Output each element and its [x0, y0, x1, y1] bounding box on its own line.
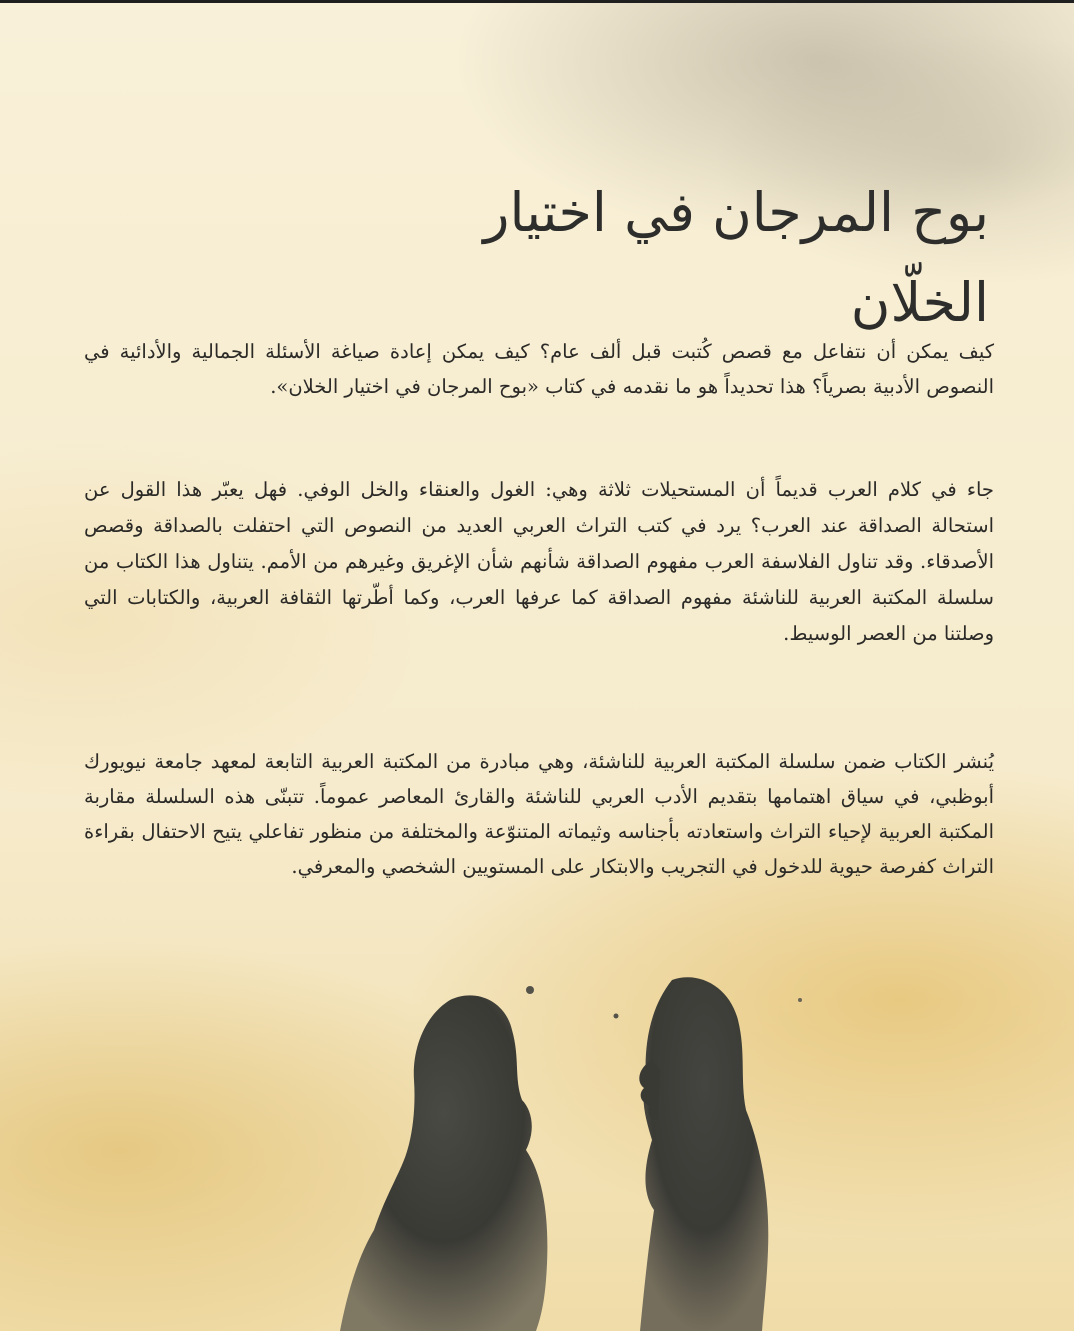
ink-dot	[526, 986, 534, 994]
intro-paragraph: كيف يمكن أن نتفاعل مع قصص كُتبت قبل ألف عام؟ كيف يمكن إعادة صياغة الأسئلة الجمالية والأدائية في النصوص الأدبية بصرياً؟ هذا تحديداً هو ما نقدمه في كتاب «بوح المرجان في اختيار الخلان».	[84, 340, 994, 398]
two-figures-illustration	[300, 960, 860, 1331]
friendship-paragraph: جاء في كلام العرب قديماً أن المستحيلات ثلاثة وهي: الغول والعنقاء والخل الوفي. فهل يعبّر هذا القول عن استحالة الصداقة عند العرب؟ يرد في كتب التراث العربي العديد من النصوص التي احتفلت بالصداقة وقصص الأصدقاء. وقد تناول الفلاسفة العرب مفهوم الصداقة شأنهم شأن الإغريق وغيرهم من الأمم. يتناول هذا الكتاب من سلسلة المكتبة العربية للناشئة مفهوم الصداقة كما عرفها العرب، وكما أطّرتها الثقافة العربية، والكتابات التي وصلتنا من العصر الوسيط.	[84, 478, 994, 645]
left-figure	[340, 995, 547, 1331]
ink-dot	[614, 1014, 619, 1019]
series-paragraph: يُنشر الكتاب ضمن سلسلة المكتبة العربية للناشئة، وهي مبادرة من المكتبة العربية التابعة لمعهد جامعة نيويورك أبوظبي، في سياق اهتمامها بتقديم الأدب العربي للناشئة والقارئ المعاصر عموماً. تتبنّى هذه السلسلة مقاربة المكتبة العربية لإحياء التراث واستعادته بأجناسه وثيماته المتنوّعة والمختلفة من منظور تفاعلي يتيح الاحتفال بقراءة التراث كفرصة حيوية للدخول في التجريب والابتكار على المستويين الشخصي والمعرفي.	[84, 750, 994, 878]
book-title: بوح المرجان في اختيار الخلّان	[483, 181, 989, 334]
right-figure-face	[639, 1060, 660, 1120]
right-figure	[640, 977, 768, 1331]
top-border	[0, 0, 1074, 3]
ink-dot	[798, 998, 802, 1002]
